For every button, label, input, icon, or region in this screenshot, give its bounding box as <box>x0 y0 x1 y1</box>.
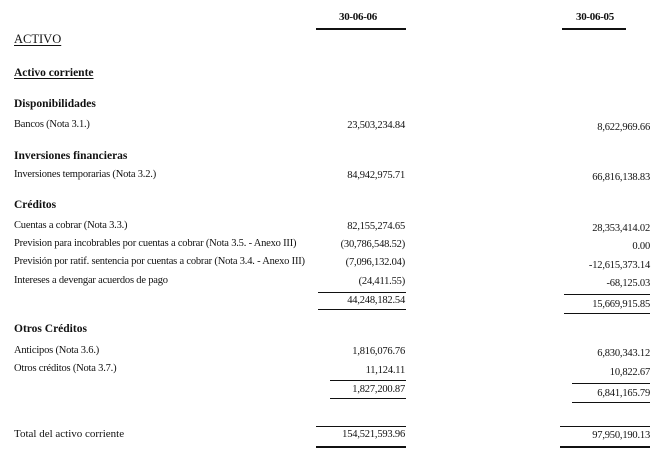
row-label-otros-creditos: Otros créditos (Nota 3.7.) <box>14 363 117 374</box>
subtitle-activo-corriente: Activo corriente <box>14 67 94 79</box>
value-prevision-incobrables-2005: 0.00 <box>632 241 650 252</box>
section-title-activo: ACTIVO <box>14 32 62 46</box>
value-inversiones-2005: 66,816,138.83 <box>592 172 650 183</box>
value-intereses-2005: -68,125.03 <box>606 278 650 289</box>
creditos-subtotal-rule-2006 <box>318 292 406 293</box>
row-label-cuentas-a-cobrar: Cuentas a cobrar (Nota 3.3.) <box>14 220 128 231</box>
row-label-inversiones-temporarias: Inversiones temporarias (Nota 3.2.) <box>14 169 156 180</box>
otros-creditos-subtotal-rule-2005 <box>572 383 650 384</box>
group-label-disponibilidades: Disponibilidades <box>14 98 96 110</box>
row-label-intereses-a-devengar: Intereses a devengar acuerdos de pago <box>14 275 168 286</box>
value-prevision-sentencia-2005: -12,615,373.14 <box>588 260 650 271</box>
row-label-bancos: Bancos (Nota 3.1.) <box>14 119 90 130</box>
otros-creditos-subtotal-rule-2006 <box>330 380 406 381</box>
column-header-2005-underline <box>562 28 626 30</box>
value-prevision-incobrables-2006: (30,786,548.52) <box>340 239 405 250</box>
value-otros-creditos-2005: 10,822.67 <box>609 367 650 378</box>
total-rule-2005 <box>560 426 650 427</box>
value-cuentas-a-cobrar-2005: 28,353,414.02 <box>592 223 650 234</box>
otros-creditos-subtotal-underline-2005 <box>572 402 650 403</box>
total-label: Total del activo corriente <box>14 428 125 440</box>
value-cuentas-a-cobrar-2006: 82,155,274.65 <box>347 221 405 232</box>
value-anticipos-2005: 6,830,343.12 <box>597 348 650 359</box>
row-label-prevision-sentencia: Previsión por ratif. sentencia por cuentas a cobrar (Nota 3.4. - Anexo III) <box>14 256 305 267</box>
subtotal-creditos-2006: 44,248,182.54 <box>347 295 405 306</box>
row-label-prevision-incobrables: Prevision para incobrables por cuentas a cobrar (Nota 3.5. - Anexo III) <box>14 238 297 249</box>
total-value-2005: 97,950,190.13 <box>592 430 650 441</box>
group-label-creditos: Créditos <box>14 199 57 211</box>
group-label-otros-creditos: Otros Créditos <box>14 323 87 335</box>
value-bancos-2006: 23,503,234.84 <box>347 120 405 131</box>
value-otros-creditos-2006: 11,124.11 <box>365 365 405 376</box>
column-header-2006-underline <box>316 28 406 30</box>
subtotal-otros-creditos-2005: 6,841,165.79 <box>597 388 650 399</box>
creditos-subtotal-rule-2005 <box>564 294 650 295</box>
total-double-underline-2006 <box>316 446 406 448</box>
value-intereses-2006: (24,411.55) <box>358 276 405 287</box>
value-inversiones-2006: 84,942,975.71 <box>347 170 405 181</box>
column-header-2006: 30-06-06 <box>339 11 377 23</box>
total-rule-2006 <box>316 426 406 427</box>
creditos-subtotal-underline-2006 <box>318 309 406 310</box>
group-label-inversiones: Inversiones financieras <box>14 150 128 162</box>
value-bancos-2005: 8,622,969.66 <box>597 122 650 133</box>
subtotal-otros-creditos-2006: 1,827,200.87 <box>352 384 405 395</box>
subtotal-creditos-2005: 15,669,915.85 <box>592 299 650 310</box>
row-label-anticipos: Anticipos (Nota 3.6.) <box>14 345 100 356</box>
total-double-underline-2005 <box>560 446 650 448</box>
creditos-subtotal-underline-2005 <box>564 313 650 314</box>
otros-creditos-subtotal-underline-2006 <box>330 398 406 399</box>
column-header-2005: 30-06-05 <box>576 11 614 23</box>
value-anticipos-2006: 1,816,076.76 <box>352 346 405 357</box>
value-prevision-sentencia-2006: (7,096,132.04) <box>345 257 405 268</box>
total-value-2006: 154,521,593.96 <box>342 429 405 440</box>
